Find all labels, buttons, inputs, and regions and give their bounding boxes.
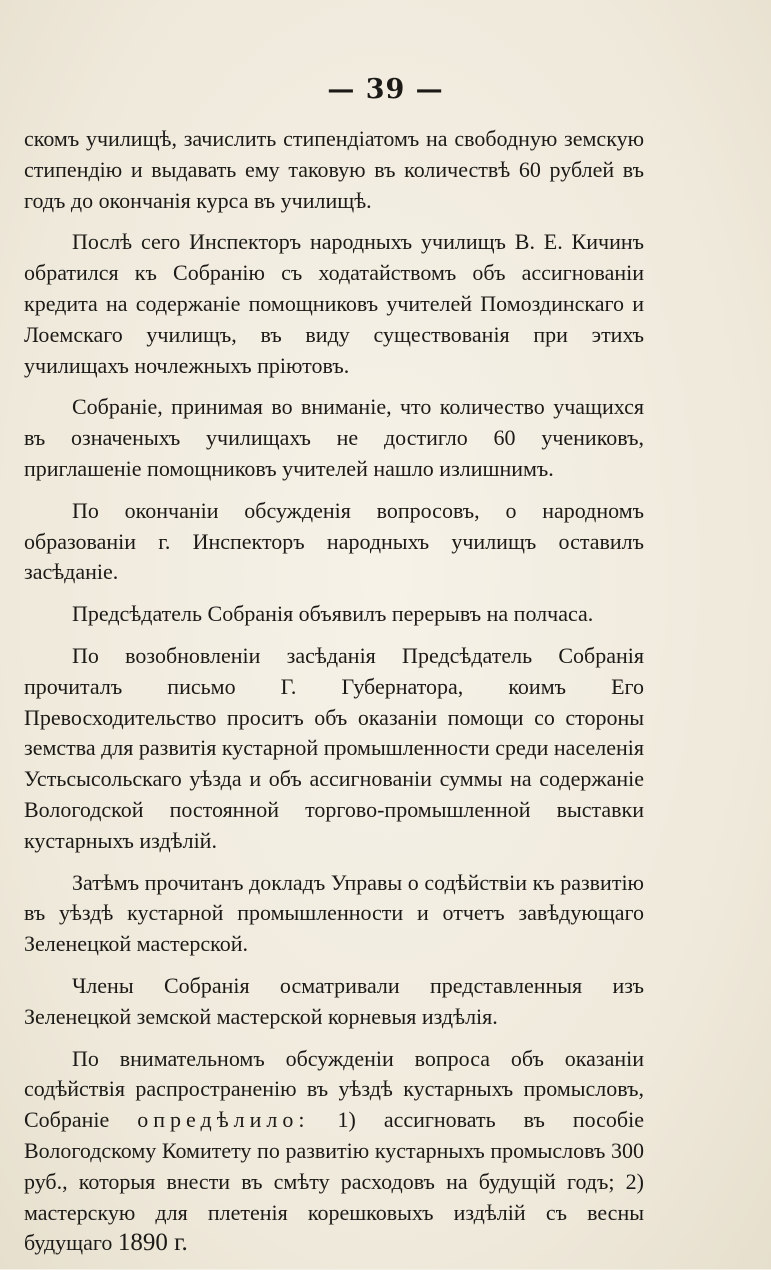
paragraph: Послѣ сего Инспекторъ народныхъ училищъ В. Е. Кичинъ обратился къ Собранію съ ходатайствомъ объ ассигнованіи кредита на содержаніе помощниковъ учителей Помоздинскаго и Лоемскаго училищъ, въ виду существованія при этихъ училищахъ ночлежныхъ пріютовъ. — [24, 229, 644, 378]
paragraph: Предсѣдатель Собранія объявилъ перерывъ на полчаса. — [72, 601, 594, 627]
resolution-year: 1890 г. — [117, 1229, 188, 1257]
resolution-intro: По внимательномъ обсужденіи вопроса объ оказаніи содѣйствія распространенію въ уѣздѣ кустарныхъ промысловъ, Собраніе — [24, 1045, 644, 1133]
paragraph: скомъ училищѣ, зачислить стипендіатомъ на свободную земскую стипендію и выдавать ему таковую въ количествѣ 60 рублей въ годъ до окончанія курса въ училищѣ. — [24, 126, 644, 213]
page-number: — 39 — — [327, 74, 444, 105]
paragraph: По окончаніи обсужденія вопросовъ, о народномъ образованіи г. Инспекторъ народныхъ училищъ оставилъ засѣданіе. — [24, 497, 644, 585]
paragraph: Собраніе, принимая во вниманіе, что количество учащихся въ означеныхъ училищахъ не достигло 60 учениковъ, приглашеніе помощниковъ учителей нашло излишнимъ. — [24, 394, 644, 481]
resolution-body: 1) ассигновать въ пособіе Вологодскому Комитету по развитію кустарныхъ промысловъ 300 руб., которыя внести въ смѣту расходовъ на будущій годъ; 2) мастерскую для плетенія корешковыхъ издѣлій съ весны будущаго — [24, 1107, 644, 1256]
paragraph: Члены Собранія осматривали представленныя изъ Зеленецкой земской мастерской корневыя издѣлія. — [24, 972, 644, 1029]
paragraph-resolution — [24, 1044, 644, 1260]
body-text — [24, 124, 644, 1270]
resolution-keyword: опредѣлило: — [137, 1107, 310, 1133]
paragraph: По возобновленіи засѣданія Предсѣдатель Собранія прочиталъ письмо Г. Губернатора, коимъ Его Превосходительство проситъ объ оказаніи помощи со стороны земства для развитія кустарной промышленности среди населенія Устьсысольскаго уѣзда и объ ассигнованіи суммы на содержаніе Вологодской постоянной торгово-промышленной выставки кустарныхъ издѣлій. — [24, 642, 644, 853]
paragraph: Затѣмъ прочитанъ докладъ Управы о содѣйствіи къ развитію въ уѣздѣ кустарной промышленности и отчетъ завѣдующаго Зеленецкой мастерской. — [24, 869, 644, 957]
